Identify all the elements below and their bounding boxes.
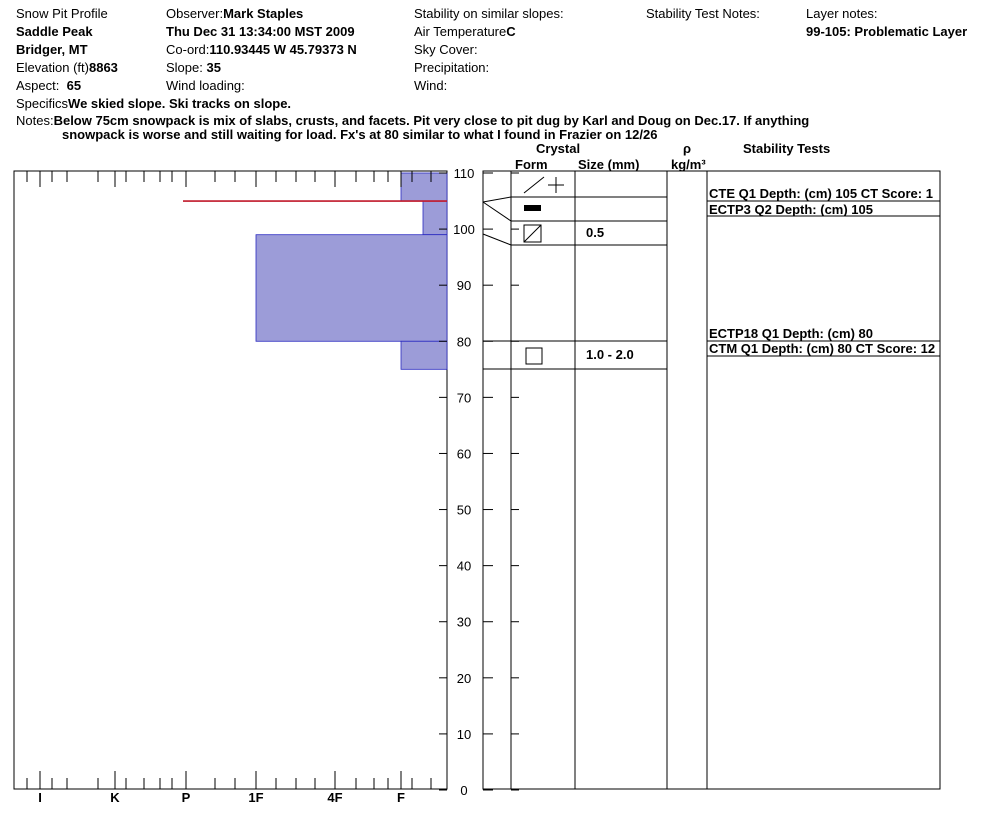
faceted-crystal-icon [526, 348, 542, 364]
rho-header: ρ [683, 141, 692, 156]
specifics-value: We skied slope. Ski tracks on slope. [68, 96, 292, 111]
slope-label: Slope: [166, 60, 203, 75]
depth-tick-label: 100 [453, 222, 475, 238]
hardness-tick-label: P [181, 790, 191, 805]
notes-text-2: snowpack is worse and still waiting for load. Fx's at 80 similar to what I found in Frazier on 12/26 [62, 127, 658, 142]
hardness-tick-label: F [397, 790, 405, 805]
sky-cover-label: Sky Cover: [414, 42, 478, 57]
depth-tick-label: 0 [460, 783, 468, 798]
layer-connector [483, 202, 511, 221]
stability-notes-label: Stability Test Notes: [646, 6, 760, 21]
precipitation-particles-icon [524, 177, 544, 193]
stability-test-label: ECTP3 Q2 Depth: (cm) 105 [709, 202, 873, 217]
depth-tick-label: 90 [456, 278, 472, 294]
air-temp-label: Air Temperature [414, 24, 507, 39]
form-header: Form [515, 157, 548, 172]
crystal-header: Crystal [536, 141, 581, 156]
wind-label: Wind: [414, 78, 448, 93]
hardness-tick-label: I [38, 790, 42, 805]
location-name: Saddle Peak [16, 24, 93, 39]
notes-label: Notes: [16, 113, 54, 128]
size-header: Size (mm) [578, 157, 640, 172]
hardness-tick-label: K [110, 790, 120, 805]
density-unit-header: kg/m³ [671, 157, 706, 172]
observer-value: Mark Staples [223, 6, 304, 21]
slope-value: 35 [206, 60, 221, 75]
coord-label: Co-ord: [166, 42, 210, 57]
observation-datetime: Thu Dec 31 13:34:00 MST 2009 [166, 24, 355, 39]
layer-connector [483, 197, 511, 202]
depth-tick-label: 40 [456, 558, 472, 574]
depth-tick-label: 10 [456, 726, 472, 742]
hardness-bar [256, 235, 447, 342]
depth-tick-label: 60 [456, 446, 472, 462]
precipitation-label: Precipitation: [414, 60, 490, 75]
layers-table-frame [483, 171, 940, 789]
hardness-bar [401, 173, 447, 201]
observer-label: Observer: [166, 6, 224, 21]
layer-notes-label: Layer notes: [806, 6, 878, 21]
air-temp-unit: C [506, 24, 516, 39]
aspect-value: 65 [66, 78, 82, 93]
coord-value: 110.93445 W 45.79373 N [209, 42, 357, 57]
aspect-label: Aspect: [16, 78, 60, 93]
hardness-tick-label: 1F [248, 790, 264, 805]
stability-tests-header: Stability Tests [743, 141, 831, 156]
depth-tick-label: 30 [456, 614, 472, 630]
notes-text-1: Below 75cm snowpack is mix of slabs, crusts, and facets. Pit very close to pit dug by Karl and Doug on Dec.17. If anything [53, 113, 810, 128]
stability-test-label: ECTP18 Q1 Depth: (cm) 80 [709, 326, 873, 341]
depth-tick-label: 80 [456, 334, 472, 350]
depth-tick-label: 20 [456, 670, 472, 686]
ice-crust-icon [524, 205, 541, 211]
profile-title: Snow Pit Profile [16, 6, 108, 21]
layer-connector [483, 234, 511, 245]
hardness-bar [401, 341, 447, 369]
layer-notes-value: 99-105: Problematic Layer [806, 24, 968, 39]
elevation-label: Elevation (ft) [16, 60, 89, 75]
specifics-label: Specifics [16, 96, 69, 111]
faceted-rounded-icon [524, 225, 541, 242]
elevation-value: 8863 [88, 60, 118, 75]
crystal-size-value: 0.5 [586, 225, 605, 240]
depth-tick-label: 110 [453, 166, 475, 181]
wind-loading-label: Wind loading: [166, 78, 245, 93]
crystal-size-value: 1.0 - 2.0 [586, 347, 634, 362]
hardness-bar [423, 201, 447, 235]
region-name: Bridger, MT [16, 42, 88, 57]
hardness-tick-label: 4F [327, 790, 343, 805]
depth-tick-label: 50 [456, 502, 472, 518]
stability-test-label: CTE Q1 Depth: (cm) 105 CT Score: 1 [709, 186, 933, 201]
depth-tick-label: 70 [456, 390, 472, 406]
stability-similar-label: Stability on similar slopes: [414, 6, 564, 21]
stability-test-label: CTM Q1 Depth: (cm) 80 CT Score: 12 [709, 341, 936, 356]
